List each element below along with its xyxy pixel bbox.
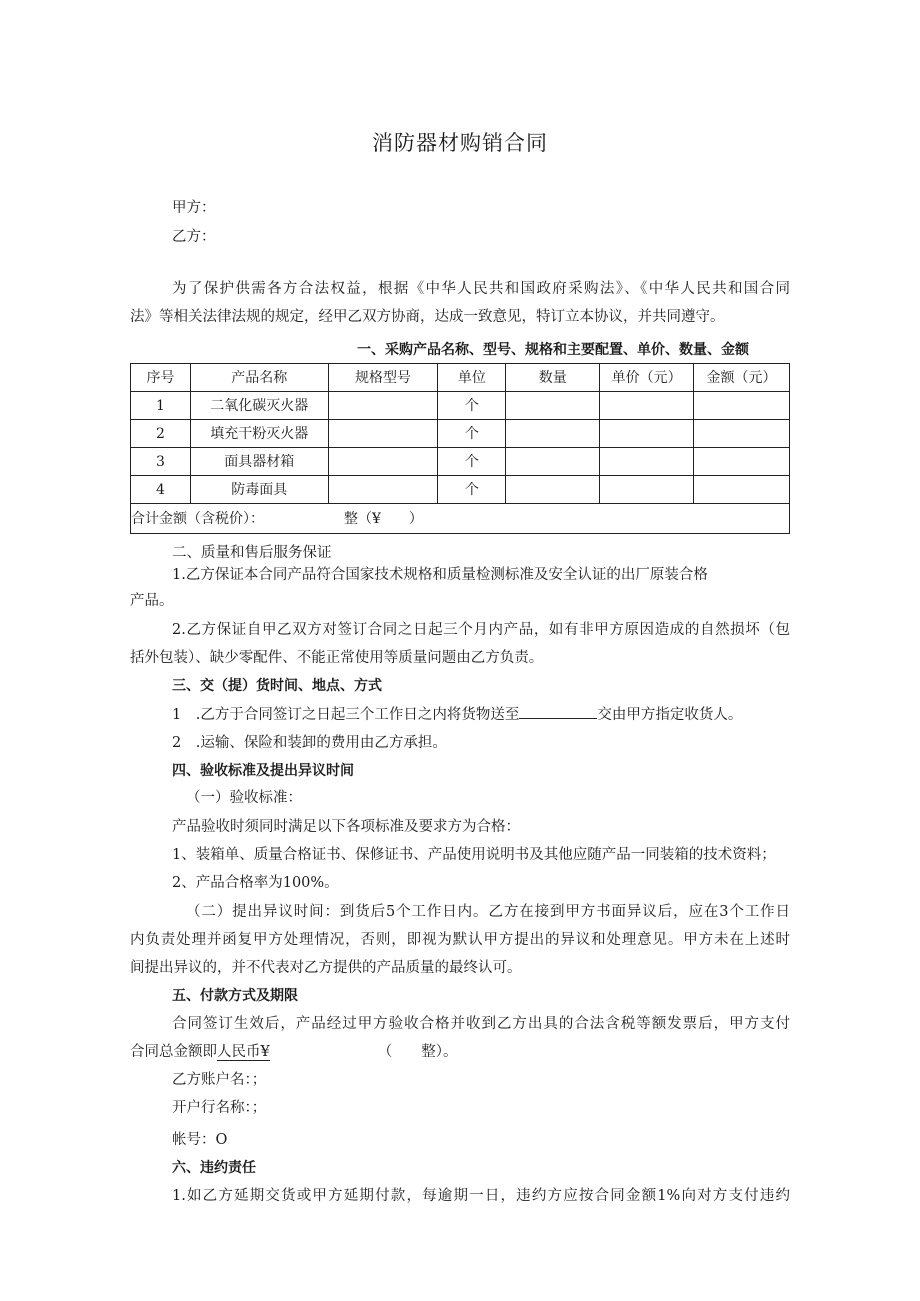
row-number: 1 [131, 392, 191, 420]
section-2-para-1-line-1: 1.乙方保证本合同产品符合国家技术规格和质量检测标准及安全认证的出厂原装合格 [172, 567, 708, 583]
product-qty [506, 476, 600, 504]
product-price [600, 448, 694, 476]
intro-line-1: 为了保护供需各方合法权益，根据《中华人民共和国政府采购法》、《中华人民共和国合同 [172, 281, 790, 297]
table-header-row [131, 364, 790, 392]
section-6-para-1: 1.如乙方延期交货或甲方延期付款，每逾期一日，违约方应按合同金额1%向对方支付违约 [172, 1188, 790, 1204]
bank-name-label: 开户行名称：； [172, 1100, 267, 1116]
section-4-sub-1: （一）验收标准： [186, 790, 302, 806]
section-2-heading: 二、质量和售后服务保证 [172, 545, 332, 561]
payment-text-c: （ 整）。 [377, 1044, 458, 1060]
header-cell: 序号 [131, 364, 191, 392]
delivery-text-before: 1 .乙方于合同签订之日起三个工作日之内将货物送至 [172, 707, 520, 723]
header-cell: 单位 [438, 364, 506, 392]
product-unit: 个 [438, 392, 506, 420]
product-spec [328, 420, 438, 448]
table-row [131, 476, 790, 504]
delivery-text-after: 交由甲方指定收货人。 [597, 707, 743, 723]
section-3-para-2: 2 .运输、保险和装卸的费用由乙方承担。 [172, 735, 447, 751]
product-name: 填充干粉灭火器 [190, 420, 328, 448]
product-amount [694, 392, 790, 420]
section-5-heading: 五、付款方式及期限 [172, 988, 298, 1004]
header-cell: 产品名称 [190, 364, 328, 392]
section-4-sub-2-line-2: 内负责处理并函复甲方处理情况，否则，即视为默认甲方提出的异议和处理意见。甲方未在上述时 [130, 932, 790, 948]
product-unit: 个 [438, 420, 506, 448]
delivery-location-blank [519, 704, 597, 719]
section-1-heading: 一、采购产品名称、型号、规格和主要配置、单价、数量、金额 [357, 342, 749, 358]
total-cell [131, 504, 790, 534]
product-table [130, 363, 790, 534]
section-4-sub-2-line-1: （二）提出异议时间：到货后5个工作日内。乙方在接到甲方书面异议后，应在3个工作日 [186, 904, 790, 920]
section-4-para-1: 产品验收时须同时满足以下各项标准及要求方为合格： [172, 819, 520, 835]
section-2-para-1-line-2: 产品。 [130, 593, 174, 609]
section-5-para-1-line-1: 合同签订生效后，产品经过甲方验收合格并收到乙方出具的合法含税等额发票后，甲方支付 [172, 1016, 790, 1032]
section-2-para-2-line-1: 2.乙方保证自甲乙双方对签订合同之日起三个月内产品，如有非甲方原因造成的自然损坏（包 [172, 622, 790, 638]
table-row [131, 392, 790, 420]
party-b-label: 乙方： [172, 229, 216, 245]
product-amount [694, 420, 790, 448]
product-unit: 个 [438, 476, 506, 504]
section-4-heading: 四、验收标准及提出异议时间 [172, 763, 354, 779]
product-name: 面具器材箱 [190, 448, 328, 476]
payment-text-a: 合同总金额即 [130, 1044, 217, 1060]
document-title: 消防器材购销合同 [372, 131, 548, 155]
section-3-para-1 [172, 704, 742, 725]
header-cell: 数量 [506, 364, 600, 392]
header-cell: 单价（元） [600, 364, 694, 392]
account-name-label: 乙方账户名：； [172, 1072, 267, 1088]
section-5-para-1-line-2 [130, 1042, 457, 1062]
section-3-heading: 三、交（提）货时间、地点、方式 [172, 678, 382, 694]
product-price [600, 420, 694, 448]
table-row [131, 448, 790, 476]
row-number: 4 [131, 476, 191, 504]
section-4-para-3: 2、产品合格率为100%。 [172, 875, 339, 891]
payment-currency: 人民币¥ [217, 1044, 270, 1060]
product-amount [694, 448, 790, 476]
product-unit: 个 [438, 448, 506, 476]
product-qty [506, 420, 600, 448]
product-qty [506, 448, 600, 476]
account-number-label: 帐号：O [172, 1132, 228, 1148]
table-total-row [131, 504, 790, 534]
section-4-para-2: 1、装箱单、质量合格证书、保修证书、产品使用说明书及其他应随产品一同装箱的技术资料； [172, 847, 776, 863]
header-cell: 金额（元） [694, 364, 790, 392]
product-spec [328, 476, 438, 504]
product-qty [506, 392, 600, 420]
total-value: 整（¥ ） [344, 510, 423, 527]
section-6-heading: 六、违约责任 [172, 1160, 256, 1176]
section-4-sub-2-line-3: 间提出异议的，并不代表对乙方提供的产品质量的最终认可。 [130, 960, 522, 976]
header-cell: 规格型号 [328, 364, 438, 392]
table-row [131, 420, 790, 448]
intro-line-2: 法》等相关法律法规的规定，经甲乙双方协商，达成一致意见，特订立本协议，并共同遵守。 [130, 309, 725, 325]
product-name: 防毒面具 [190, 476, 328, 504]
product-price [600, 476, 694, 504]
row-number: 3 [131, 448, 191, 476]
total-label: 合计金额（含税价）： [131, 510, 264, 527]
product-spec [328, 392, 438, 420]
product-spec [328, 448, 438, 476]
row-number: 2 [131, 420, 191, 448]
product-amount [694, 476, 790, 504]
party-a-label: 甲方： [172, 200, 216, 216]
product-price [600, 392, 694, 420]
product-name: 二氧化碳灭火器 [190, 392, 328, 420]
section-2-para-2-line-2: 括外包装）、缺少零配件、不能正常使用等质量问题由乙方负责。 [130, 650, 544, 666]
